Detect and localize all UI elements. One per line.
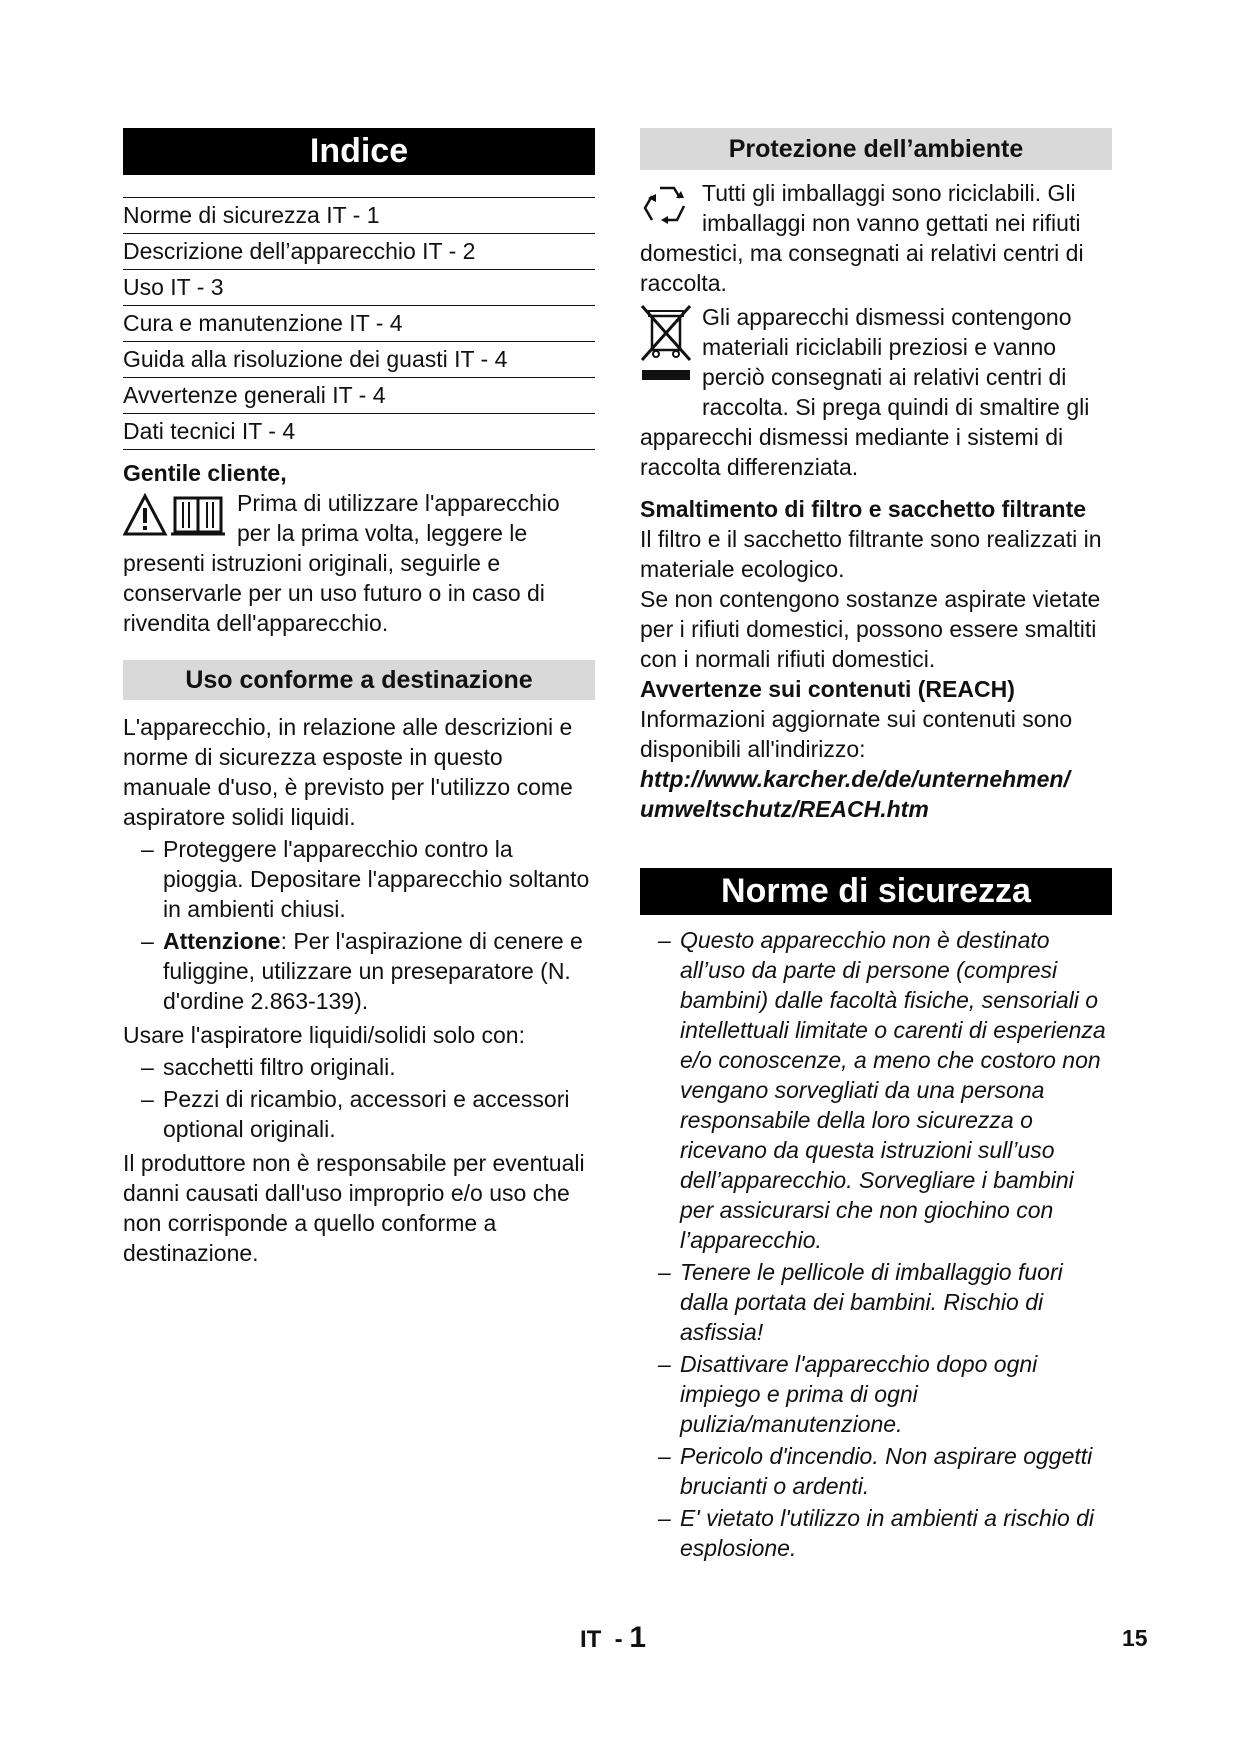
right-column: [640, 128, 1112, 1563]
greeting: Gentile cliente,: [123, 460, 287, 486]
weee-bin-icon: [640, 304, 694, 395]
toc-item[interactable]: Cura e manutenzione IT - 4: [123, 306, 595, 342]
environment-heading: Protezione dell’ambiente: [640, 128, 1112, 170]
greeting-block: [123, 458, 595, 638]
page-number: 15: [1122, 1625, 1148, 1651]
list-item: – Disattivare l'apparecchio dopo ogni impiego e prima di ogni pulizia/manutenzione.: [658, 1351, 1038, 1437]
uso-paragraph: L'apparecchio, in relazione alle descrizioni e norme di sicurezza esposte in questo manuale d'uso, è previsto per l'utilizzo come aspiratore solidi liquidi.: [123, 714, 573, 830]
toc-item[interactable]: Descrizione dell’apparecchio IT - 2: [123, 234, 595, 270]
env-paragraph-devices: Gli apparecchi dismessi contengono materiali riciclabili preziosi e vanno perciò consegnati ai relativi centri di raccolta. Si prega quindi di smaltire gli apparecchi dismessi mediante i sistemi di raccolta differenziata.: [640, 304, 1090, 480]
toc-item[interactable]: Dati tecnici IT - 4: [123, 414, 595, 450]
uso-list: [123, 834, 595, 1016]
usage-list: [123, 1052, 595, 1144]
usage-intro: Usare l'aspiratore liquidi/solidi solo con:: [123, 1022, 525, 1048]
safety-list: [640, 925, 1112, 1563]
env-paragraph-packaging: Tutti gli imballaggi sono riciclabili. Gli imballaggi non vanno gettati nei rifiuti domestici, ma consegnati ai relativi centri di raccolta.: [640, 180, 1084, 296]
toc-item[interactable]: Uso IT - 3: [123, 270, 595, 306]
list-item: – E' vietato l'utilizzo in ambienti a rischio di esplosione.: [658, 1505, 1095, 1561]
table-of-contents: [123, 197, 595, 450]
list-item: – Questo apparecchio non è destinato all’uso da parte di persone (compresi bambini) dalle facoltà fisiche, sensoriali o intellettuali limitate o carenti di esperienza e/o conoscenze, a meno che costoro non vengano sorvegliati da una persona responsabile della loro sicurezza o ricevano da questa istruzioni sull’uso dell’apparecchio. Sorvegliare i bambini per assicurarsi che non giochino con l’apparecchio.: [658, 927, 1106, 1253]
list-item: – Attenzione: Per l'aspirazione di cenere e fuliggine, utilizzare un preseparatore (N. d'ordine 2.863-139).: [141, 928, 583, 1014]
footer-section-label: IT - 1: [580, 1621, 647, 1654]
filter-paragraph-1: Il filtro e il sacchetto filtrante sono realizzati in materiale ecologico.: [640, 526, 1102, 582]
recycle-icon: [640, 180, 694, 237]
list-item: – Pezzi di ricambio, accessori e accessori optional originali.: [141, 1086, 570, 1142]
list-item: – sacchetti filtro originali.: [141, 1054, 396, 1080]
list-item: – Pericolo d'incendio. Non aspirare oggetti brucianti o ardenti.: [658, 1443, 1093, 1499]
reach-link[interactable]: http://www.karcher.de/de/unternehmen/ umweltschutz/REACH.htm: [640, 766, 1070, 822]
section-heading-uso: Uso conforme a destinazione: [123, 660, 595, 700]
safety-heading: Norme di sicurezza: [640, 868, 1112, 915]
list-item: – Proteggere l'apparecchio contro la pioggia. Depositare l'apparecchio soltanto in ambienti chiusi.: [141, 836, 590, 922]
toc-item[interactable]: Norme di sicurezza IT - 1: [123, 198, 595, 234]
left-column: [123, 128, 595, 1268]
reach-paragraph: Informazioni aggiornate sui contenuti sono disponibili all'indirizzo:: [640, 706, 1073, 762]
index-heading: Indice: [123, 128, 595, 175]
filter-heading: Smaltimento di filtro e sacchetto filtrante: [640, 496, 1087, 522]
filter-paragraph-2: Se non contengono sostanze aspirate vietate per i rifiuti domestici, possono essere smaltiti con i normali rifiuti domestici.: [640, 586, 1101, 672]
warning-manual-icon: [123, 490, 227, 547]
toc-item[interactable]: Avvertenze generali IT - 4: [123, 378, 595, 414]
liability-paragraph: Il produttore non è responsabile per eventuali danni causati dall'uso improprio e/o uso che non corrisponde a quello conforme a destinazione.: [123, 1150, 585, 1266]
list-item: – Tenere le pellicole di imballaggio fuori dalla portata dei bambini. Rischio di asfissia!: [658, 1259, 1063, 1345]
intro-paragraph: Prima di utilizzare l'apparecchio per la prima volta, leggere le presenti istruzioni originali, seguirle e conservarle per un uso futuro o in caso di rivendita dell'apparecchio.: [123, 490, 560, 636]
reach-heading: Avvertenze sui contenuti (REACH): [640, 676, 1015, 702]
uso-section: [123, 712, 595, 1268]
toc-item[interactable]: Guida alla risoluzione dei guasti IT - 4: [123, 342, 595, 378]
